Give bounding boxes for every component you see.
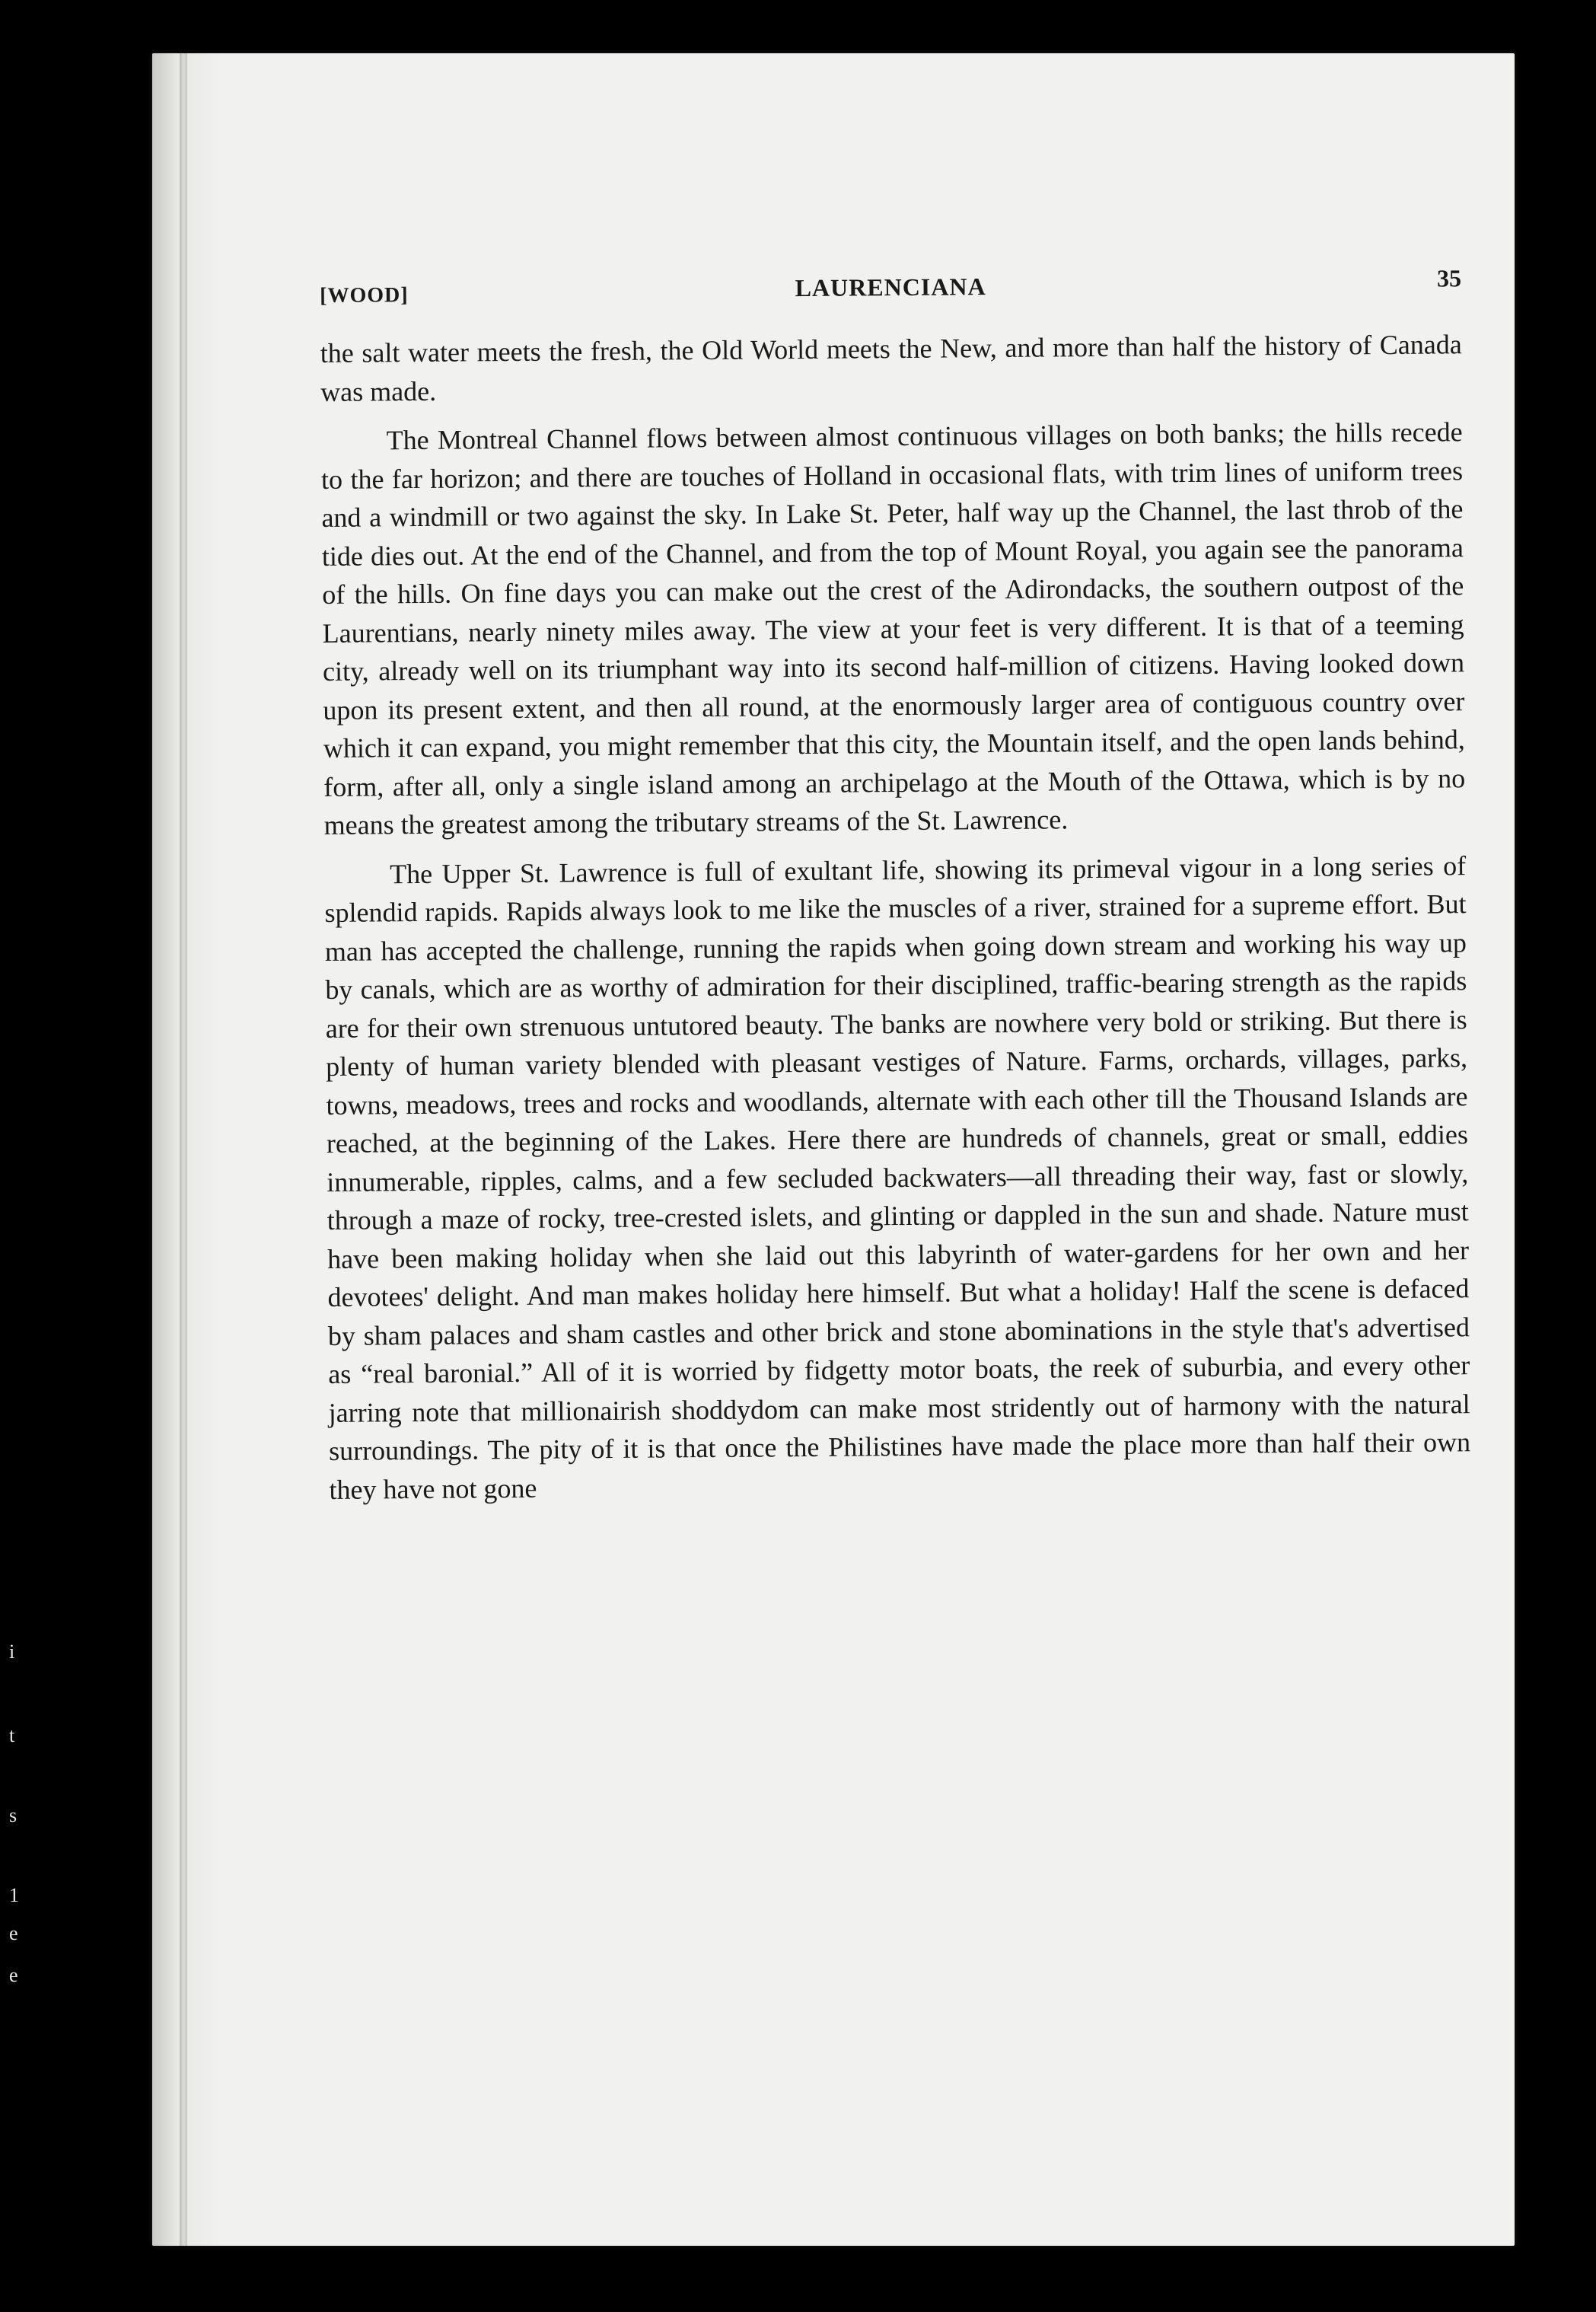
page-binding-line [180,53,187,2246]
edge-mark: e [9,1964,18,1986]
book-page [152,53,1515,2246]
header-author: [WOOD] [320,283,409,308]
header-title: LAURENCIANA [795,273,986,302]
page-content [320,264,1471,1509]
paragraph-continuation: the salt water meets the fresh, the Old World meets the New, and more than half the history of Canada was made. [320,329,1462,407]
paragraph-montreal-channel: The Montreal Channel flows between almost continuous villages on both banks; the hills recede to the far horizon; and there are touches of Holland in occasional flats, with trim lines of uniform trees and a windmill or two against the sky. In Lake St. Peter, half way up the Channel, the last throb of the tide dies out. At the end of the Channel, and from the top of Mount Royal, you again see the panorama of the hills. On fine days you can make out the crest of the Adirondacks, the southern outpost of the Laurentians, nearly ninety miles away. The view at your feet is very different. It is that of a teeming city, already well on its triumphant way into its second half-million of citizens. Having looked down upon its present extent, and then all round, at the enormously larger area of contiguous country over which it can expand, you might remember that this city, the Mountain itself, and the open lands behind, form, after all, only a single island among an archipelago at the Mouth of the Ottawa, which is by no means the greatest among the tributary streams of the St. Lawrence. [320,416,1466,840]
edge-mark: 1 [9,1884,19,1906]
edge-mark: i [9,1641,15,1663]
page-binding-shadow [152,53,221,2246]
running-header [320,264,1462,324]
edge-mark: t [9,1724,15,1746]
paragraph-upper-st-lawrence: The Upper St. Lawrence is full of exultant life, showing its primeval vigour in a long series of splendid rapids. Rapids always look to me like the muscles of a river, strained for a supreme effort. But man has accepted the challenge, running the rapids when going down stream and working his way up by canals, which are as worthy of admiration for their disciplined, traffic-bearing strength as the rapids are for their own strenuous untutored beauty. The banks are nowhere very bold or striking. But there is plenty of human variety blended with pleasant vestiges of Nature. Farms, orchards, villages, parks, towns, meadows, trees and rocks and woodlands, alternate with each other till the Thousand Islands are reached, at the beginning of the Lakes. Here there are hundreds of channels, great or small, eddies innumerable, ripples, calms, and a few secluded backwaters—all threading their way, fast or slowly, through a maze of rocky, tree-crested islets, and glinting or dappled in the sun and shade. Nature must have been making holiday when she laid out this labyrinth of water-gardens for her own and her devotees' delight. And man makes holiday here himself. But what a holiday! Half the scene is defaced by sham palaces and sham castles and other brick and stone abominations in the style that's advertised as “real baronial.” All of it is worried by fidgetty motor boats, the reek of suburbia, and every other jarring note that millionairish shoddydom can make most stridently out of harmony with the natural surroundings. The pity of it is that once the Philistines have made the place more than half their own they have not gone [324,850,1471,1505]
page-number: 35 [1436,264,1462,292]
edge-mark: s [9,1804,18,1826]
edge-mark: e [9,1922,18,1944]
